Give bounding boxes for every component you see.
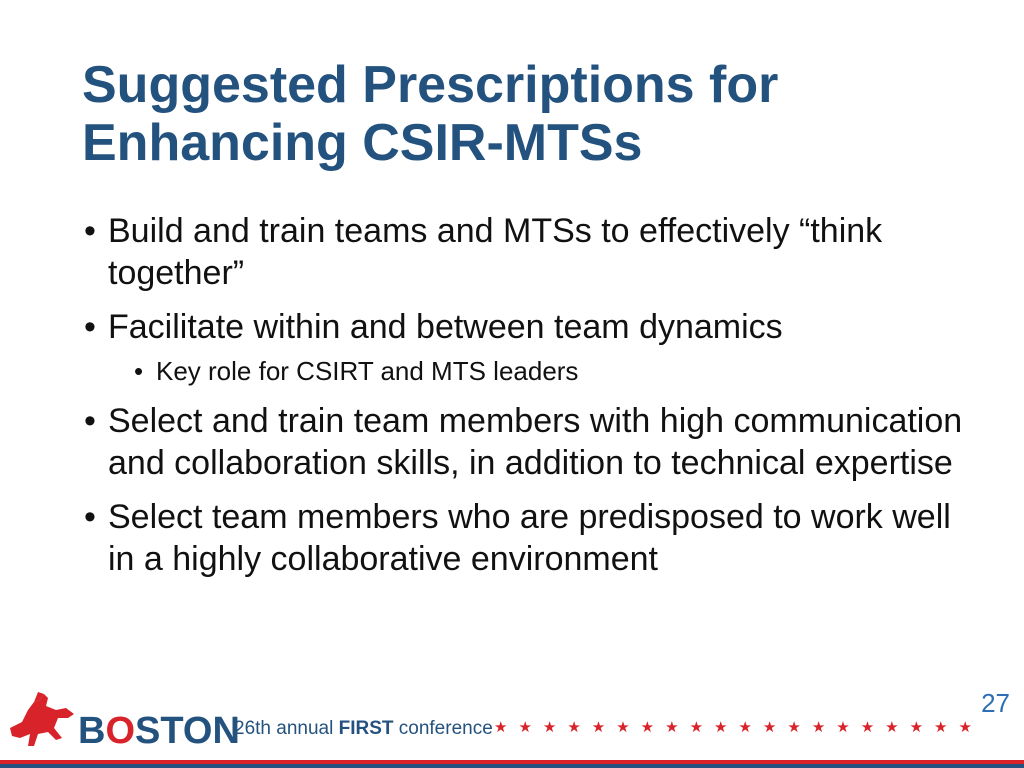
conference-prefix: 26th annual <box>234 718 339 739</box>
brand-letter-b: B <box>78 710 106 752</box>
page-number: 27 <box>981 688 1010 718</box>
brand-rest: STON <box>135 710 240 752</box>
slide-footer <box>0 680 1024 768</box>
bullet-item: • Facilitate within and between team dynamics <box>84 306 984 348</box>
conference-label <box>234 718 493 740</box>
star-row: ★★★★★★★★★★★★★★★★★★★★ <box>494 719 983 736</box>
horse-rider-icon <box>4 688 84 760</box>
bullet-item: • Build and train teams and MTSs to effectively “think together” <box>84 210 984 294</box>
footer-stripe-blue <box>0 764 1024 768</box>
sub-bullet-item: • Key role for CSIRT and MTS leaders <box>128 354 984 388</box>
brand-letter-o: O <box>105 710 136 752</box>
bullet-list <box>84 210 984 592</box>
conference-bold: FIRST <box>338 718 394 739</box>
slide-title: Suggested Prescriptions for Enhancing CSIR-MTSs <box>82 56 779 172</box>
bullet-item: • Select and train team members with high communication and collaboration skills, in addition to technical expertise <box>84 400 984 484</box>
conference-suffix: conference <box>393 718 493 739</box>
bullet-item: • Select team members who are predisposed to work well in a highly collaborative environment <box>84 496 984 580</box>
boston-logo <box>78 710 240 753</box>
